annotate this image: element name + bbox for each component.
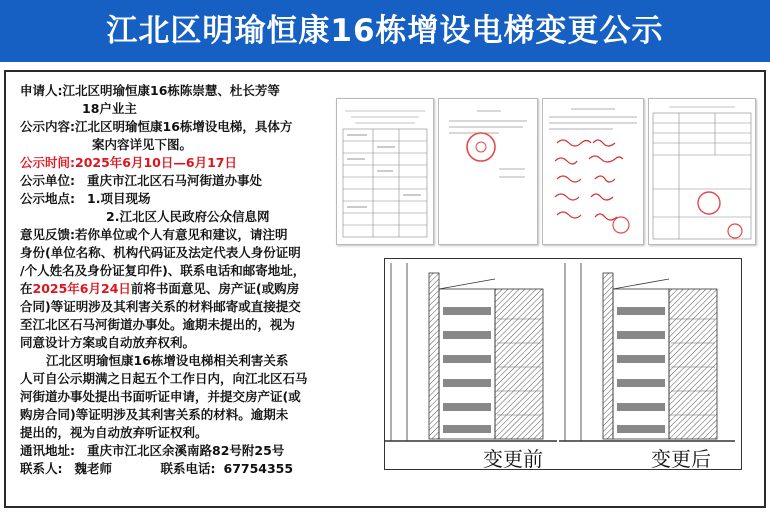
elevation-drawings: [384, 258, 742, 470]
unit-label: 公示单位:: [20, 173, 75, 188]
feedback-line-4-end: 前将书面意见、房产证(或购房: [130, 281, 300, 296]
content-label: 公示内容:: [20, 119, 75, 134]
place-value-2: 2.江北区人民政府公众信息网: [106, 209, 270, 224]
applicant-row: [20, 82, 332, 100]
feedback-line-2: 身份(单位名称、机构代码证及法定代表人身份证明: [20, 245, 301, 260]
contact-value: 魏老师: [74, 461, 113, 476]
contact-label: 联系人:: [20, 461, 63, 476]
hearing-line-3: 河街道办事处提出书面听证申请，并提交房产证(或: [20, 389, 301, 404]
approval-form-icon: [649, 99, 755, 244]
notice-panel: [4, 70, 766, 508]
hearing-line-4: 购房合同)等证明涉及其利害关系的材料。逾期未: [20, 407, 289, 422]
hearing-line-5: 提出的，视为自动放弃听证权利。: [20, 425, 208, 440]
content-row: [20, 118, 332, 136]
document-thumb-2: [438, 98, 538, 245]
feedback-line-6: 至江北区石马河街道办事处。逾期未提出的，视为: [20, 317, 296, 332]
applicant-value: 江北区明瑜恒康16栋陈崇慧、杜长芳等: [62, 83, 280, 98]
feedback-line-4-start: 在: [20, 281, 33, 296]
feedback-line-4: [20, 280, 332, 298]
unit-value: 重庆市江北区石马河街道办事处: [87, 173, 263, 188]
address-row: [20, 442, 332, 460]
red-stamp-icon: [467, 133, 495, 161]
phone-value: 67754355: [223, 461, 294, 476]
document-thumb-3: [542, 98, 644, 245]
address-label: 通讯地址:: [20, 443, 75, 458]
time-label: 公示时间:: [20, 155, 75, 170]
feedback-line-7: 同意设计方案或自动放弃权利。: [20, 335, 196, 350]
document-thumbnails: [336, 98, 756, 246]
hearing-line-1: 江北区明瑜恒康16栋增设电梯相关利害关系: [46, 353, 289, 368]
page-title: 江北区明瑜恒康16栋增设电梯变更公示: [106, 13, 664, 49]
form-table-icon: [337, 99, 433, 244]
feedback-deadline: 2025年6月24日: [32, 281, 131, 296]
after-caption: 变更后: [651, 447, 711, 471]
address-value: 重庆市江北区余溪南路82号附25号: [87, 443, 285, 458]
time-value: 2025年6月10日—6月17日: [75, 155, 237, 170]
red-stamp-icon: [698, 192, 720, 214]
time-row: [20, 154, 332, 172]
document-thumb-1: [336, 98, 434, 245]
building-elevation-icon: [385, 259, 741, 469]
feedback-row: [20, 226, 332, 244]
document-thumb-4: [648, 98, 756, 245]
place-value-1: 1.项目现场: [87, 191, 151, 206]
applicant-label: 申请人:: [20, 83, 63, 98]
phone-label: 联系电话:: [160, 461, 216, 476]
feedback-line-5: 合同)等证明涉及其利害关系的材料邮寄或直接提交: [20, 299, 301, 314]
place-label: 公示地点:: [20, 191, 75, 206]
applicant-value-cont: 18户业主: [82, 101, 137, 116]
before-caption: 变更前: [483, 447, 543, 471]
content-value: 江北区明瑜恒康16栋增设电梯，具体方: [75, 119, 293, 134]
header-banner: [0, 0, 770, 62]
feedback-line-3: /个人姓名及身份证复印件)、联系电话和邮寄地址，: [20, 263, 306, 278]
feedback-line-1: 若你单位或个人有意见和建议，请注明: [75, 227, 288, 242]
unit-row: [20, 172, 332, 190]
contact-row: [20, 460, 332, 478]
hearing-line-2: 人可自公示期满之日起五个工作日内，向江北区石马: [20, 371, 308, 386]
feedback-label: 意见反馈:: [20, 227, 75, 242]
signature-sheet-icon: [543, 99, 643, 244]
commitment-letter-icon: [439, 99, 537, 244]
notice-text: [20, 82, 332, 478]
place-row: [20, 190, 332, 208]
content-value-cont: 案内容详见下图。: [92, 137, 193, 152]
